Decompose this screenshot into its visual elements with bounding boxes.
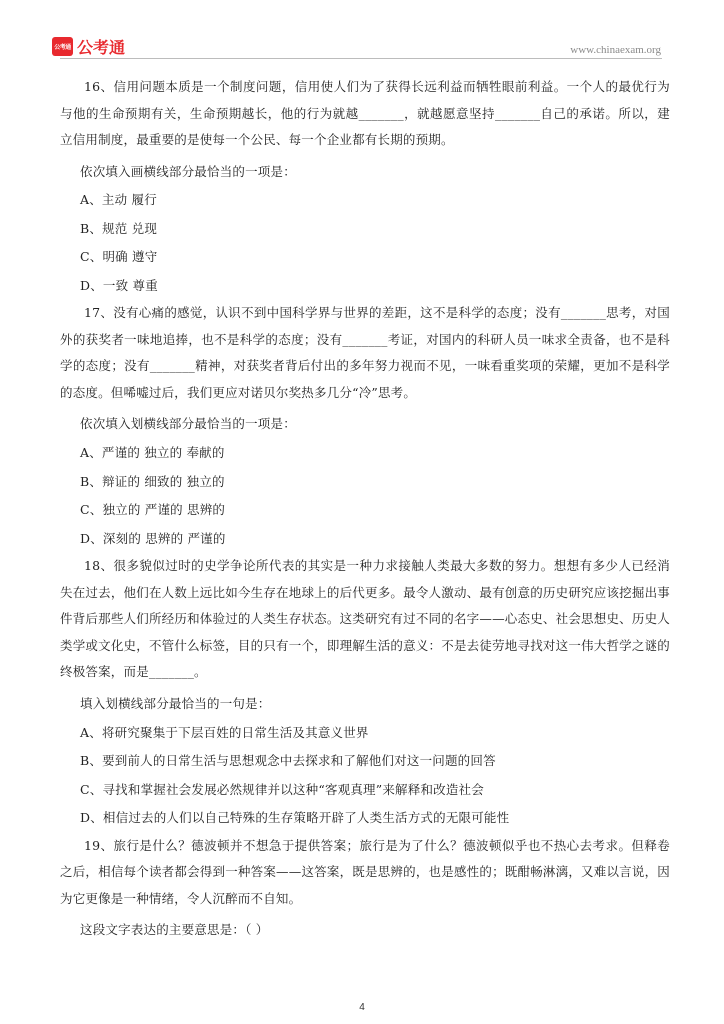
page-header <box>0 0 724 64</box>
option-a: A、主动 履行 <box>80 192 157 208</box>
option-d: D、深刻的 思辨的 严谨的 <box>80 530 226 546</box>
question-16 <box>60 74 670 300</box>
option-a: A、将研究聚集于下层百姓的日常生活及其意义世界 <box>80 724 369 740</box>
option-b: B、规范 兑现 <box>80 220 158 236</box>
option-c: C、明确 遵守 <box>80 249 158 265</box>
question-18 <box>60 553 670 832</box>
option-d: D、一致 尊重 <box>80 277 158 293</box>
option-c: C、独立的 严谨的 思辨的 <box>80 502 226 518</box>
question-stem: 19、旅行是什么？德波顿并不想急于提供答案；旅行是为了什么？德波顿似乎也不热心去考求。但释卷之后，相信每个读者都会得到一种答案——这答案，既是思辨的，也是感性的；既酣畅淋漓，又难以言说，因为它更像是一种情绪，令人沉醉而不自知。 <box>60 837 670 906</box>
question-prompt: 这段文字表达的主要意思是：（ ） <box>80 922 269 938</box>
question-prompt: 依次填入划横线部分最恰当的一项是： <box>80 416 296 432</box>
option-b: B、辩证的 细致的 独立的 <box>80 473 225 489</box>
question-17 <box>60 300 670 553</box>
question-stem: 17、没有心痛的感觉，认识不到中国科学界与世界的差距，这不是科学的态度；没有_______思考，对国外的获奖者一味地追捧，也不是科学的态度；没有_______考证，对国内的科研人员一味求全责备，也不是科学的态度；没有_______精神，对获奖者背后付出的多年努力视而不见，一味看重奖项的荣耀，更加不是科学的态度。但唏嘘过后，我们更应对诺贝尔奖热多几分“冷”思考。 <box>60 305 670 400</box>
option-a: A、严谨的 独立的 奉献的 <box>80 445 225 461</box>
option-c: C、寻找和掌握社会发展必然规律并以这种“客观真理”来解释和改造社会 <box>80 781 484 797</box>
question-prompt: 填入划横线部分最恰当的一句是： <box>80 695 271 711</box>
document-body <box>60 74 670 945</box>
page-number: 4 <box>359 1002 365 1013</box>
question-stem: 18、很多貌似过时的史学争论所代表的其实是一种力求接触人类最大多数的努力。想想有多少人已经消失在过去，他们在人数上远比如今生存在地球上的后代更多。最令人激动、最有创意的历史研究应该挖掘出事件背后那些人们所经历和体验过的人类生存状态。这类研究有过不同的名字——心态史、社会思想史、历史人类学或文化史，不管什么标签，目的只有一个，即理解生活的意义：不是去徒劳地寻找对这一伟大哲学之谜的终极答案，而是_______。 <box>60 558 670 680</box>
question-stem: 16、信用问题本质是一个制度问题，信用使人们为了获得长远利益而牺牲眼前利益。一个人的最优行为与他的生命预期有关，生命预期越长，他的行为就越_______，就越愿意坚持_______自己的承诺。所以，建立信用制度，最重要的是使每一个公民、每一个企业都有长期的预期。 <box>60 79 670 147</box>
logo-mark-icon: 公考通 <box>52 37 73 56</box>
question-prompt: 依次填入画横线部分最恰当的一项是： <box>80 163 296 179</box>
logo <box>52 35 125 57</box>
option-d: D、相信过去的人们以自己特殊的生存策略开辟了人类生活方式的无限可能性 <box>80 810 510 826</box>
header-divider <box>60 58 662 59</box>
option-b: B、要到前人的日常生活与思想观念中去探求和了解他们对这一问题的回答 <box>80 753 496 769</box>
question-19 <box>60 833 670 945</box>
logo-text: 公考通 <box>77 37 126 57</box>
site-url: www.chinaexam.org <box>570 44 661 56</box>
